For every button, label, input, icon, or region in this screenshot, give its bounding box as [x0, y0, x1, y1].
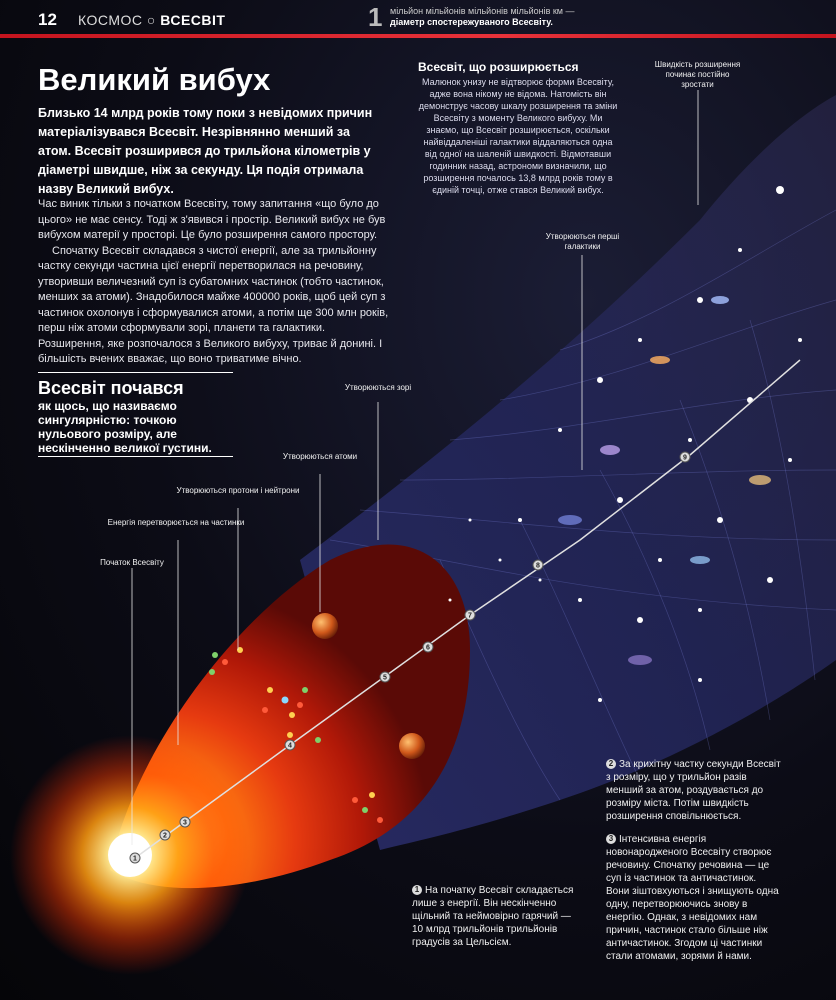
timeline-marker: 6	[426, 644, 430, 652]
fact-box-text: як щось, що називаємо сингулярністю: точкою нульового розміру, але нескінченно великої густини.	[38, 399, 212, 455]
section-label: КОСМОС	[78, 12, 143, 28]
caption-text: Інтенсивна енергія новонародженого Всесвіту створює речовину. Спочатку речовина — це суп із частинок та античастинок. Вони зіштовхуються і знищують одна одну, перетворюючись знову в енергію. Однак, з невідомих нам причин, частинок стало більше ніж античастинок. Згодом ці частинки стали атомами, зорями й нами.	[606, 834, 779, 962]
timeline-marker: 8	[536, 562, 540, 570]
expanding-section	[418, 60, 618, 196]
fact-line: діаметр спостережуваного Всесвіту.	[390, 17, 553, 27]
caption-text: На початку Всесвіт складається лише з енергії. Він нескінченно щільний та неймовірно гарячий — 10 млрд трильйонів трильйонів градусів за Цельсієм.	[412, 885, 574, 948]
particle-sphere	[312, 613, 338, 639]
caption-text: За крихітну частку секунди Всесвіт з розміру, що у трильйон разів менший за атом, роздувається до розміру міста. Потім швидкість розширення сповільнюється.	[606, 759, 781, 822]
caption-number: 1	[412, 885, 422, 895]
particle-sphere	[399, 733, 425, 759]
fact-box-rule	[38, 456, 233, 457]
timeline-marker: 2	[163, 832, 167, 840]
caption-number: 3	[606, 834, 616, 844]
fact-text	[390, 6, 590, 28]
breadcrumb	[78, 12, 225, 28]
fact-box-rule	[38, 372, 233, 373]
label-start: Початок Всесвіту	[100, 558, 164, 567]
page-number: 12	[38, 10, 57, 29]
body-text	[38, 197, 393, 368]
expanding-title: Всесвіт, що розширюється	[418, 60, 579, 74]
timeline-marker: 7	[468, 612, 472, 620]
page-title: Великий вибух	[38, 62, 271, 97]
fact-number: 1	[368, 2, 383, 32]
fact-box	[38, 372, 218, 455]
header-rule	[0, 34, 836, 38]
timeline-marker: 9	[683, 454, 687, 462]
fact-line: мільйон мільйонів мільйонів мільйонів км —	[390, 6, 575, 16]
caption-2	[606, 758, 781, 823]
big-bang-core	[108, 833, 152, 877]
label-energy: Енергія перетворюється на частинки	[107, 518, 245, 527]
timeline-marker: 5	[383, 674, 387, 682]
timeline-marker: 1	[133, 855, 137, 863]
body-paragraph: Спочатку Всесвіт складався з чистої енергії, але за трильйонну частку секунди частина цієї енергії перетворилася на речовину, утворивши величезний суп із субатомних частинок (тобто частинок, менших за атоми). Знадобилося майже 400000 років, щоб цей суп з частинок охолонув і сформувалися атоми, а потім ще 300 млн років, перш ніж атоми сформували зорі, планети та галактики. Розширення, яке розпочалося з Великого вибуху, триває й донині. І більшість вчених вважає, що воно триватиме вічно.	[38, 244, 389, 365]
lead-paragraph: Близько 14 млрд років тому поки з невідомих причин матеріалізувався Всесвіт. Незрівнянно менший за атом. Всесвіт розширився до трильйона кілометрів у діаметрі швидше, ніж за секунду. Ця подія отримала назву Великий вибух.	[38, 106, 373, 196]
caption-3	[606, 833, 782, 963]
label-atoms: Утворюються атоми	[282, 452, 358, 461]
label-galaxies: Утворюються перші галактики	[545, 232, 620, 251]
label-speed: Швидкість розширення починає постійно зростати	[654, 60, 741, 89]
expanding-text: Малюнок унизу не відтворює форми Всесвіту, адже вона нікому не відома. Натомість він демонструє часову шкалу розширення та зміни Всесвіту з моменту Великого вибуху. Ми знаємо, що Всесвіт розширюється, оскільки найвіддаленіші галактики віддаляються одна від одної на шаленій швидкості. Відмотавши годинник назад, астрономи визначили, що розширення почалось 13,8 млрд років тому в єдиній точці, отже стався Великий вибух.	[418, 77, 618, 195]
caption-1	[412, 884, 577, 949]
caption-number: 2	[606, 759, 616, 769]
subsection-label: ВСЕСВІТ	[160, 12, 226, 28]
body-paragraph: Час виник тільки з початком Всесвіту, тому запитання «що було до цього» не має сенсу. Тоді ж з'явився і простір. Великий вибух не був вибухом матерії у просторі. Це було розширення самого простору.	[38, 198, 386, 241]
label-protons: Утворюються протони і нейтрони	[176, 486, 300, 495]
fact-box-title: Всесвіт почався	[38, 378, 184, 398]
timeline-marker: 4	[288, 742, 292, 750]
timeline-marker: 3	[183, 819, 187, 827]
page-header	[0, 0, 836, 38]
label-stars: Утворюються зорі	[344, 383, 412, 392]
bullet-icon: ○	[146, 12, 161, 28]
